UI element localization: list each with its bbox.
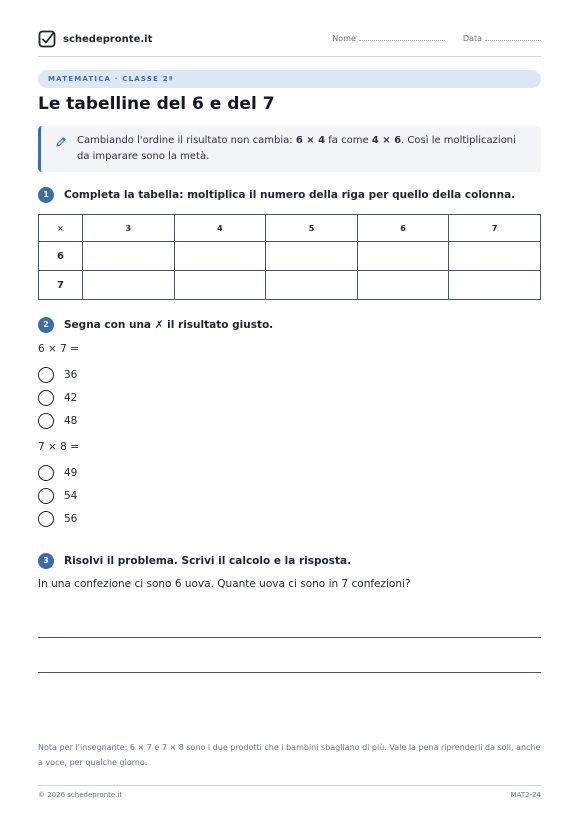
page-title: Le tabelline del 6 e del 7 [38,94,275,114]
subject-tag: MATEMATICA · CLASSE 2ª [38,70,541,88]
row-header: 6 [39,242,83,271]
radio-circle[interactable] [38,367,54,383]
radio-circle[interactable] [38,390,54,406]
footer-copyright: © 2026 schedepronte.it [38,791,123,799]
brand-name: schedepronte.it [63,33,153,45]
answer-cell[interactable] [266,242,358,271]
tip-text-part: . Così le moltiplicazioni da imparare sono la metà. [77,135,516,162]
table-row [39,271,541,300]
checkbox-icon [38,30,56,48]
answer-cell[interactable] [357,271,449,300]
date-blank[interactable] [485,34,541,41]
answer-cell[interactable] [83,242,175,271]
column-header: 3 [83,215,175,242]
question-number: 3 [38,553,54,569]
option-label: 54 [64,490,78,502]
pencil-icon [55,136,67,148]
tip-text-part: Cambiando l'ordine il risultato non cambia: [77,135,296,146]
answer-cell[interactable] [449,271,541,300]
column-header: 6 [357,215,449,242]
option[interactable] [38,465,77,481]
answer-line[interactable] [38,637,541,638]
option-label: 56 [64,513,78,525]
option-label: 42 [64,392,78,404]
column-header: 7 [449,215,541,242]
option-label: 48 [64,415,78,427]
tip-text [77,133,531,165]
brand [38,30,152,48]
answer-cell[interactable] [449,242,541,271]
radio-circle[interactable] [38,511,54,527]
teacher-note: Nota per l’insegnante: 6 × 7 e 7 × 8 sono i due prodotti che i bambini sbagliano di più. Vale la pena riprenderli da soli, anche a voce, per qualche giorno. [38,743,541,767]
expression: 7 × 8 = [38,441,79,453]
question-number: 2 [38,317,54,333]
question-text-part: Segna con una [64,319,155,331]
answer-cell[interactable] [357,242,449,271]
tip-text-part: fa come [325,135,372,146]
option-label: 49 [64,467,78,479]
option-label: 36 [64,369,78,381]
tip-bold-expression: 6 × 4 [295,135,326,146]
problem-text: In una confezione ci sono 6 uova. Quante uova ci sono in 7 confezioni? [38,578,411,590]
answer-cell[interactable] [266,271,358,300]
name-date-fields [332,34,541,43]
option[interactable] [38,488,77,504]
expression: 6 × 7 = [38,343,79,355]
table-header-row [39,215,541,242]
answer-line[interactable] [38,672,541,673]
question-2-heading [38,317,273,333]
question-3-heading [38,553,351,569]
question-text: Risolvi il problema. Scrivi il calcolo e la risposta. [64,555,352,567]
table-corner: × [39,215,83,242]
name-field[interactable] [332,34,445,43]
row-header: 7 [39,271,83,300]
table-row [39,242,541,271]
option[interactable] [38,390,77,406]
date-field[interactable] [463,34,541,43]
header-divider [38,56,541,57]
header [38,30,541,54]
tip-box [38,126,541,172]
radio-circle[interactable] [38,465,54,481]
footer-divider [38,785,541,786]
question-1-heading [38,187,515,203]
name-label: Nome [332,34,356,43]
answer-cell[interactable] [83,271,175,300]
question-text-part: il risultato giusto. [163,319,274,331]
radio-circle[interactable] [38,488,54,504]
column-header: 5 [266,215,358,242]
column-header: 4 [174,215,266,242]
question-text: Completa la tabella: moltiplica il numero della riga per quello della colonna. [64,189,516,201]
date-label: Data [462,34,482,43]
radio-circle[interactable] [38,413,54,429]
answer-cell[interactable] [174,242,266,271]
multiplication-table [38,214,541,300]
answer-cell[interactable] [174,271,266,300]
name-blank[interactable] [359,34,445,41]
tip-bold-expression: 4 × 6 [371,135,402,146]
cross-mark-icon: ✗ [154,319,164,331]
question-text [64,319,273,331]
option[interactable] [38,413,77,429]
option[interactable] [38,511,77,527]
footer-code: MAT2-24 [510,791,541,799]
option[interactable] [38,367,77,383]
question-number: 1 [38,187,54,203]
